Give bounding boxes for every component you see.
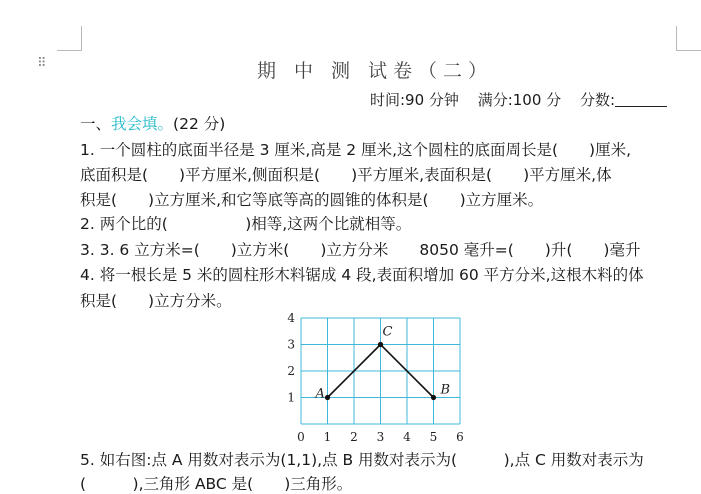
page-corner-mark-top-right bbox=[676, 26, 701, 51]
question-line: 1. 一个圆柱的底面半径是 3 厘米,高是 2 厘米,这个圆柱的底面周长是( )厘米, bbox=[80, 141, 632, 159]
question-line: ( ),三角形 ABC 是( )三角形。 bbox=[80, 475, 353, 493]
section-heading bbox=[80, 114, 225, 134]
x-tick-label: 4 bbox=[403, 430, 411, 444]
y-tick-label: 2 bbox=[287, 364, 295, 378]
point-label-c: C bbox=[382, 324, 393, 340]
coordinate-grid-figure bbox=[285, 312, 465, 444]
score-label: 分数: bbox=[579, 91, 615, 109]
question-line: 2. 两个比的( )相等,这两个比就相等。 bbox=[80, 215, 412, 233]
point-label-a: A bbox=[315, 386, 325, 402]
question-line: 积是( )立方分米。 bbox=[80, 292, 232, 310]
coordinate-grid bbox=[285, 312, 465, 444]
y-tick-label: 4 bbox=[287, 312, 295, 325]
x-tick-label: 5 bbox=[429, 430, 438, 444]
section-number: 一、 bbox=[80, 115, 112, 133]
page-title: 期 中 测 试卷（二） bbox=[256, 60, 494, 82]
question-line: 底面积是( )平方厘米,侧面积是( )平方厘米,表面积是( )平方厘米,体 bbox=[80, 166, 612, 184]
point-a bbox=[325, 395, 330, 400]
point-c bbox=[378, 342, 383, 347]
x-tick-label: 2 bbox=[350, 430, 358, 444]
x-tick-label: 3 bbox=[376, 430, 385, 444]
x-tick-label: 0 bbox=[297, 430, 305, 444]
question-line: 积是( )立方厘米,和它等底等高的圆锥的体积是( )立方厘米。 bbox=[80, 191, 544, 209]
question-line: 4. 将一根长是 5 米的圆柱形木料锯成 4 段,表面积增加 60 平方分米,这根木料的体 bbox=[80, 266, 644, 284]
y-tick-label: 1 bbox=[287, 390, 295, 405]
full-score-label: 满分:100 分 bbox=[477, 91, 562, 109]
question-line: 5. 如右图:点 A 用数对表示为(1,1),点 B 用数对表示为( ),点 C 用数对表示为 bbox=[80, 451, 644, 469]
section-title: 我会填。 bbox=[111, 115, 174, 133]
time-label: 时间:90 分钟 bbox=[370, 91, 459, 109]
x-tick-label: 1 bbox=[323, 430, 332, 444]
point-label-b: B bbox=[440, 382, 451, 398]
section-points: (22 分) bbox=[173, 115, 226, 133]
score-blank[interactable] bbox=[615, 92, 667, 107]
drag-handle-icon[interactable]: ⠿ bbox=[37, 56, 46, 71]
question-line: 3. 3. 6 立方米=( )立方米( )立方分米 8050 毫升=( )升( )毫升 bbox=[80, 241, 641, 259]
y-tick-label: 3 bbox=[287, 337, 295, 352]
point-b bbox=[431, 395, 436, 400]
page-corner-mark-top-left bbox=[57, 26, 82, 51]
x-tick-label: 6 bbox=[456, 430, 464, 444]
exam-info bbox=[370, 89, 667, 110]
